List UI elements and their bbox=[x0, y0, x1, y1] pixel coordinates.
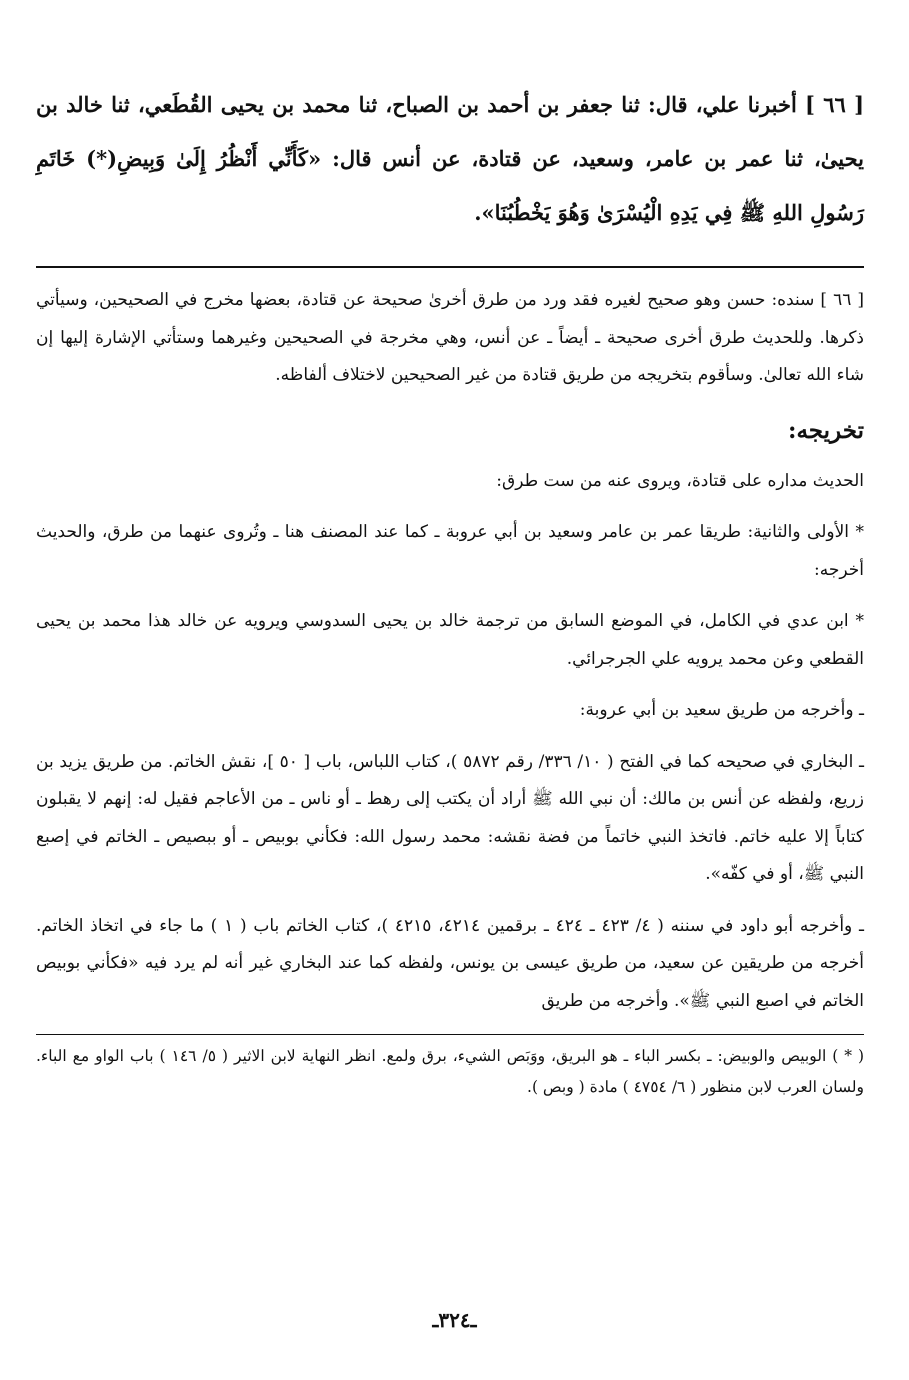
said-route-heading: ـ وأخرجه من طريق سعيد بن أبي عروبة: bbox=[579, 700, 864, 720]
takhrij-heading: تخريجه: bbox=[787, 416, 864, 444]
abu-dawud-citation: ـ وأخرجه أبو داود في سننه ( ٤/ ٤٢٣ ـ ٤٢٤ ـ برقمين ٤٢١٤، ٤٢١٥ )، كتاب الخاتم باب ( ١ ) ما جاء في اتخاذ الخاتم. أخرجه من طريقين عن سعيد، من طريق عيسى بن يونس، ولفظه كما عند البخاري غير أنه لم يرد فيه «فكأني بوبيص الخاتم في اصبع النبي ﷺ». وأخرجه من طريق bbox=[36, 915, 864, 1011]
hadith-text-block bbox=[36, 78, 864, 240]
bukhari-citation: ـ البخاري في صحيحه كما في الفتح ( ١٠/ ٣٣٦/ رقم ٥٨٧٢ )، كتاب اللباس، باب [ ٥٠ ]، نقش الخاتم. من طريق يزيد بن زريع، ولفظه عن أنس بن مالك: أن نبي الله ﷺ أراد أن يكتب إلى رهط ـ أو ناس ـ من الأعاجم فقيل له: إنهم لا يقبلون كتاباً إلا عليه خاتم. فاتخذ النبي خاتماً من فضة نقشه: محمد رسول الله: فكأني بوبيص ـ أو ببصيص ـ الخاتم في إصبع النبي ﷺ، أو في كفّه». bbox=[36, 751, 864, 884]
book-page bbox=[36, 78, 864, 1103]
footnote-block bbox=[36, 1041, 864, 1103]
footnote-text: ( * ) الوبيص والوبيض: ـ بكسر الباء ـ هو البريق، ووَبَص الشيء، برق ولمع. انظر النهاية لابن الاثير ( ٥/ ١٤٦ ) باب الواو مع الباء. ولسان العرب لابن منظور ( ٦/ ٤٧٥٤ ) مادة ( وبص ). bbox=[36, 1047, 864, 1096]
page-number: ـ٣٢٤ـ bbox=[432, 1308, 477, 1332]
footnote-divider bbox=[36, 1034, 864, 1035]
hadith-66: [ ٦٦ ] أخبرنا علي، قال: ثنا جعفر بن أحمد بن الصباح، ثنا محمد بن يحيى القُطَعي، ثنا خالد بن يحيىٰ، ثنا عمر بن عامر، وسعيد، عن قتادة، عن أنس قال: «كَأَنِّي أَنْظُرُ إِلَىٰ وَبِيضِ(*) خَاتَمِ رَسُولِ اللهِ ﷺ فِي يَدِهِ الْيُسْرَىٰ وَهُوَ يَخْطُبُنَا». bbox=[36, 92, 865, 225]
routes-first-second: * الأولى والثانية: طريقا عمر بن عامر وسعيد بن أبي عروبة ـ كما عند المصنف هنا ـ وتُروى عنهما من طرق، والحديث أخرجه: bbox=[36, 522, 864, 580]
ibn-adi-citation: * ابن عدي في الكامل، في الموضع السابق من ترجمة خالد بن يحيى السدوسي ويرويه عن خالد هذا محمد بن يحيى القطعي وعن محمد يرويه علي الجرجرائي. bbox=[36, 611, 864, 669]
isnad-note: [ ٦٦ ] سنده: حسن وهو صحيح لغيره فقد ورد من طرق أخرىٰ صحيحة عن قتادة، بعضها مخرج في الصحيحين، وسيأتي ذكرها. وللحديث طرق أخرى صحيحة ـ أيضاً ـ عن أنس، وهي مخرجة في الصحيحين وغيرهما وستأتي الإشارة إليها إن شاء الله تعالىٰ. وسأقوم بتخريجه من طريق قتادة من غير الصحيحين لاختلاف ألفاظه. bbox=[36, 290, 864, 385]
commentary-block bbox=[36, 282, 864, 1020]
section-divider bbox=[36, 266, 864, 268]
takhrij-intro: الحديث مداره على قتادة، ويروى عنه من ست طرق: bbox=[496, 470, 864, 491]
